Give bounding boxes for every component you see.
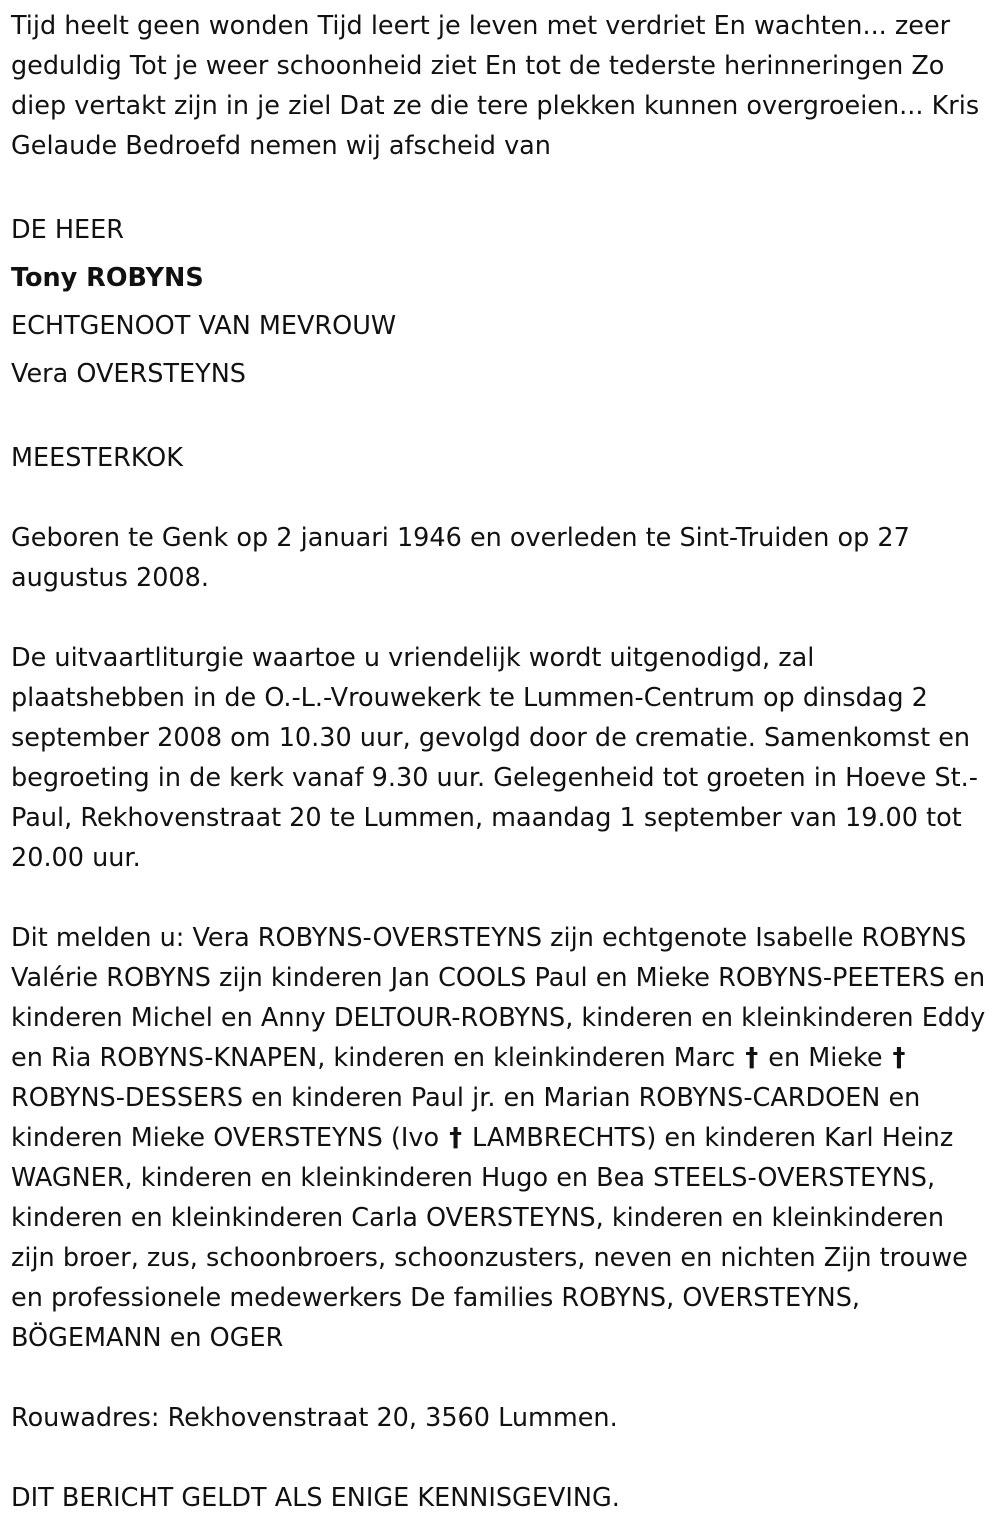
- funeral-paragraph: De uitvaartliturgie waartoe u vriendelijk wordt uitgenodigd, zal plaatshebben in de O.-L.-Vrouwekerk te Lummen-Centrum op dinsdag 2 september 2008 om 10.30 uur, gevolgd door de crematie. Samenkomst en begroeting in de kerk vanaf 9.30 uur. Gelegenheid tot groeten in Hoeve St.-Paul, Rekhovenstraat 20 te Lummen, maandag 1 september van 19.00 tot 20.00 uur.: [11, 643, 978, 873]
- mourning-address: Rouwadres: Rekhovenstraat 20, 3560 Lummen.: [11, 1403, 618, 1433]
- announcers-paragraph: [11, 918, 988, 1358]
- cross-icon: †: [745, 1043, 759, 1073]
- spouse-relation: ECHTGENOOT VAN MEVROUW: [11, 311, 397, 341]
- announcers-text-part-4: LAMBRECHTS) en kinderen Karl Heinz WAGNER, kinderen en kleinkinderen Hugo en Bea STEELS-OVERSTEYNS, kinderen en kleinkinderen Carla OVERSTEYNS, kinderen en kleinkinderen zijn broer, zus, schoonbroers, schoonzusters, neven en nichten Zijn trouwe en professionele medewerkers De families ROBYNS, OVERSTEYNS, BÖGEMANN en OGER: [11, 1123, 968, 1353]
- birth-death-paragraph: Geboren te Genk op 2 januari 1946 en overleden te Sint-Truiden op 27 augustus 2008.: [11, 523, 910, 593]
- deceased-details: [11, 206, 988, 398]
- spouse-name: Vera OVERSTEYNS: [11, 359, 246, 389]
- deceased-name: Tony ROBYNS: [11, 263, 204, 293]
- announcers-text-part-2: en Mieke: [768, 1043, 883, 1073]
- cross-icon: †: [892, 1043, 906, 1073]
- closing-notice: DIT BERICHT GELDT ALS ENIGE KENNISGEVING.: [11, 1483, 620, 1513]
- intro-poem: Tijd heelt geen wonden Tijd leert je leven met verdriet En wachten... zeer geduldig Tot je weer schoonheid ziet En tot de tederste herinneringen Zo diep vertakt zijn in je ziel Dat ze die tere plekken kunnen overgroeien... Kris Gelaude Bedroefd nemen wij afscheid van: [11, 11, 980, 161]
- cross-icon: †: [449, 1123, 462, 1153]
- profession: MEESTERKOK: [11, 443, 183, 473]
- announcers-text-part-1: Dit melden u: Vera ROBYNS-OVERSTEYNS zijn echtgenote Isabelle ROBYNS Valérie ROBYNS zijn kinderen Jan COOLS Paul en Mieke ROBYNS-PEETERS en kinderen Michel en Anny DELTOUR-ROBYNS, kinderen en kleinkinderen Eddy en Ria ROBYNS-KNAPEN, kinderen en kleinkinderen Marc: [11, 923, 986, 1073]
- announcers-text-part-3: ROBYNS-DESSERS en kinderen Paul jr. en Marian ROBYNS-CARDOEN en kinderen Mieke OVERSTEYNS (Ivo: [11, 1083, 921, 1153]
- deceased-title: DE HEER: [11, 215, 124, 245]
